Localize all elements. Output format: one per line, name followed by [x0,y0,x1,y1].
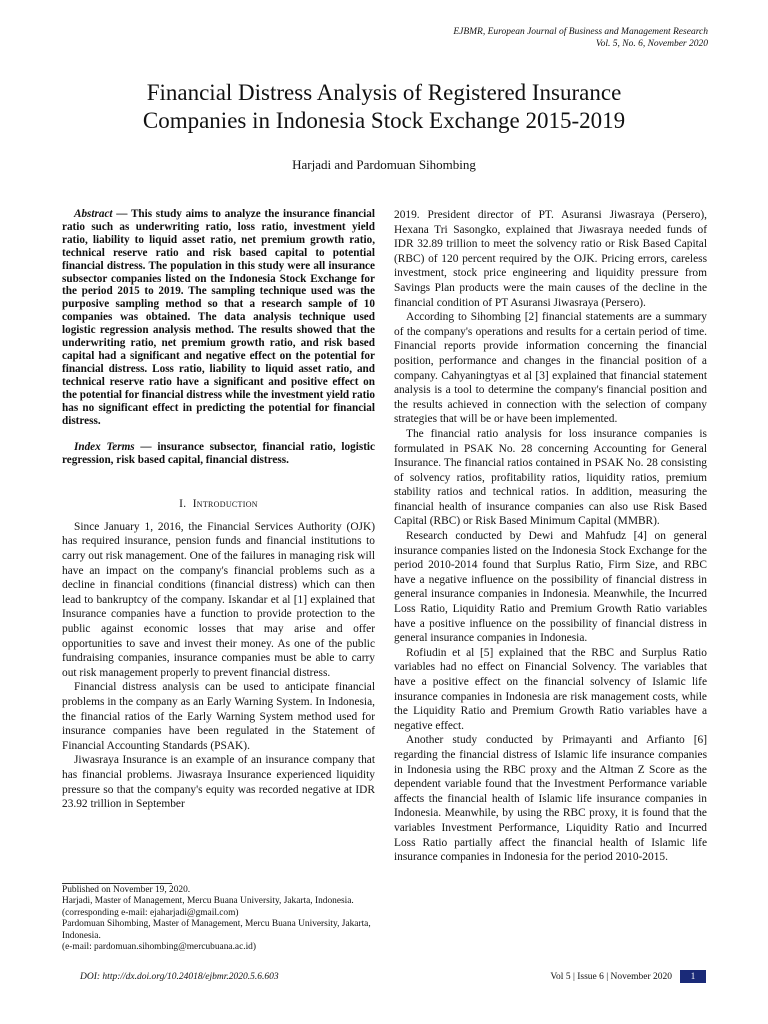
journal-name: EJBMR, European Journal of Business and Management Research [453,27,708,37]
footnote-author-2: Pardomuan Sihombing, Master of Management, Mercu Buana University, Jakarta, Indonesia. [62,919,371,941]
body-paragraph-5: Rofiudin et al [5] explained that the RBC and Surplus Ratio variables had no effect on Financial Solvency. The variables that have a positive effect on the financial solvency of Islamic life insurance companies in Indonesia are risk management costs, while the Liquidity Ratio and Premium Growth Ratio variables have a negative effect. [394,646,707,732]
paper-title [0,79,768,135]
intro-paragraph-1: Since January 1, 2016, the Financial Services Authority (OJK) has required insurance, pension funds and financial institutions to carry out risk management. One of the failures in managing risk will have an impact on the company's financial problems such as a decline in financial conditions (financial distress) which can then lead to bankruptcy of the company. Iskandar et al [1] explained that Insurance companies have a function to provide protection to the public against economic losses that may arise and offer opportunities to save and invest their money. As one of the public fundraising companies, insurance companies must be able to carry out risk management properly to prevent financial distress. [62,520,375,679]
index-terms-text: insurance subsector, financial ratio, logistic regression, risk based capital, financial distress. [62,441,375,467]
body-paragraph-1: 2019. President director of PT. Asuransi Jiwasraya (Persero), Hexana Tri Sasongko, explained that Jiwasraya needed funds of IDR 32.89 trillion to meet the solvency ratio or Risk Based Capital (RBC) of 120 percent required by the OJK. Pricing errors, careless investment, stock price engineering and liquidity pressure from Savings Plan products were the main causes of the decline in the financial condition of PT Asuransi Jiwasraya (Persero). [394,209,707,309]
volume-issue: Vol 5 | Issue 6 | November 2020 [550,972,672,982]
section-initial: I [192,498,197,511]
section-number: I. [179,498,187,511]
journal-issue: Vol. 5, No. 6, November 2020 [595,39,708,49]
body-paragraph-3: The financial ratio analysis for loss insurance companies is formulated in PSAK No. 28 concerning Accounting for General Insurance. The financial ratios contained in PSAK No. 28 consisting of solvency ratios, profitability ratios, liquidity ratios, premium stability ratios and technical ratios. In addition, measuring the financial health of insurance companies can also use Risk Based Capital (RBC) or Risk Based Minimum Capital (MMBR). [394,427,707,528]
footnote-rule [62,883,172,884]
paper-title-line-1: Financial Distress Analysis of Registered Insurance [146,80,622,105]
intro-paragraph-3: Jiwasraya Insurance is an example of an insurance company that has financial problems. Jiwasraya Insurance experienced liquidity pressure so that the company's equity was recorded negative at IDR 23.92 trillion in September [62,754,375,811]
footnote-email-1: (corresponding e-mail: ejaharjadi@gmail.com) [62,907,239,918]
section-title-rest: ntroduction [196,498,258,511]
page-number-badge: 1 [680,970,706,983]
intro-paragraph-2: Financial distress analysis can be used to anticipate financial problems in the company as an Early Warning System. In Indonesia, the financial ratios of the Early Warning System method used for insurance companies have been regulated in the Statement of Financial Accounting Standards (PSAK). [62,681,375,752]
abstract-dash: — [112,208,131,220]
abstract [62,208,375,427]
right-column [394,208,707,865]
abstract-text: This study aims to analyze the insurance financial ratio such as underwriting ratio, loss ratio, investment yield ratio, liability to liquid asset ratio, net premium growth ratio, technical reserve ratio and risk based capital to potential financial distress. The population in this study were all insurance subsector companies listed on the Indonesia Stock Exchange for the period 2015 to 2019. The sampling technique used was the purposive sampling method so that a research sample of 10 companies was obtained. The data analysis technique used logistic regression analysis method. The results showed that the underwriting ratio, net premium growth ratio, and risk based capital had a significant and negative effect on the potential for financial distress. Loss ratio, liability to liquid asset ratio, and technical reserve ratio have a significant and positive effect on the potential for financial distress while the investment yield ratio has no significant effect in predicting the potential for financial distress. [62,208,375,427]
body-paragraph-6: Another study conducted by Primayanti and Arfianto [6] regarding the financial distress of Islamic life insurance companies in Indonesia using the RBC proxy and the Altman Z Score as the dependent variable found that the Investment Performance variable affects the financial health of Islamic life insurance companies in Indonesia. Meanwhile, by using the RBC proxy, it is found that the variables Investment Performance, Liquidity Ratio and Incurred Loss Ratio partially affect the financial health of Islamic life insurance companies in Indonesia for the period 2010-2015. [394,734,707,864]
index-terms-label: Index Terms [74,441,135,454]
footnote-published: Published on November 19, 2020. [62,885,191,895]
authors: Harjadi and Pardomuan Sihombing [292,157,476,172]
doi-link[interactable]: DOI: http://dx.doi.org/10.24018/ejbmr.2020.5.6.603 [80,972,279,982]
body-paragraph-4: Research conducted by Dewi and Mahfudz [4] on general insurance companies listed on the Indonesia Stock Exchange for the period 2010-2014 found that Surplus Ratio, Firm Size, and RBC have a negative influence on the possibility of financial distress in general insurance companies in Indonesia. Meanwhile, the Incurred Loss Ratio, Liquidity Ratio and Premium Growth Ratio variables have a positive influence on the possibility of financial distress in general insurance companies in Indonesia. [394,530,707,645]
footnote-email-2: (e-mail: pardomuan.sihombing@mercubuana.ac.id) [62,942,256,953]
abstract-label: Abstract [74,208,113,220]
left-column [62,208,375,812]
footnotes [62,885,380,953]
section-heading-introduction [62,497,375,512]
paper-title-line-2: Companies in Indonesia Stock Exchange 2015-2019 [142,108,626,133]
footnote-author-1: Harjadi, Master of Management, Mercu Buana University, Jakarta, Indonesia. [62,896,354,907]
index-terms [62,441,375,467]
journal-header [453,26,708,50]
index-terms-dash: — [134,441,158,454]
body-paragraph-2: According to Sihombing [2] financial statements are a summary of the company's operations and results for a certain period of time. Financial reports provide information concerning the financial position, performance and changes in the financial position of a company. Cahyaningtyas et al [3] explained that financial statement analysis is a tool to determine the company's financial position and the results achieved in connection with the selection of company strategies that will be or have been implemented. [394,311,707,426]
